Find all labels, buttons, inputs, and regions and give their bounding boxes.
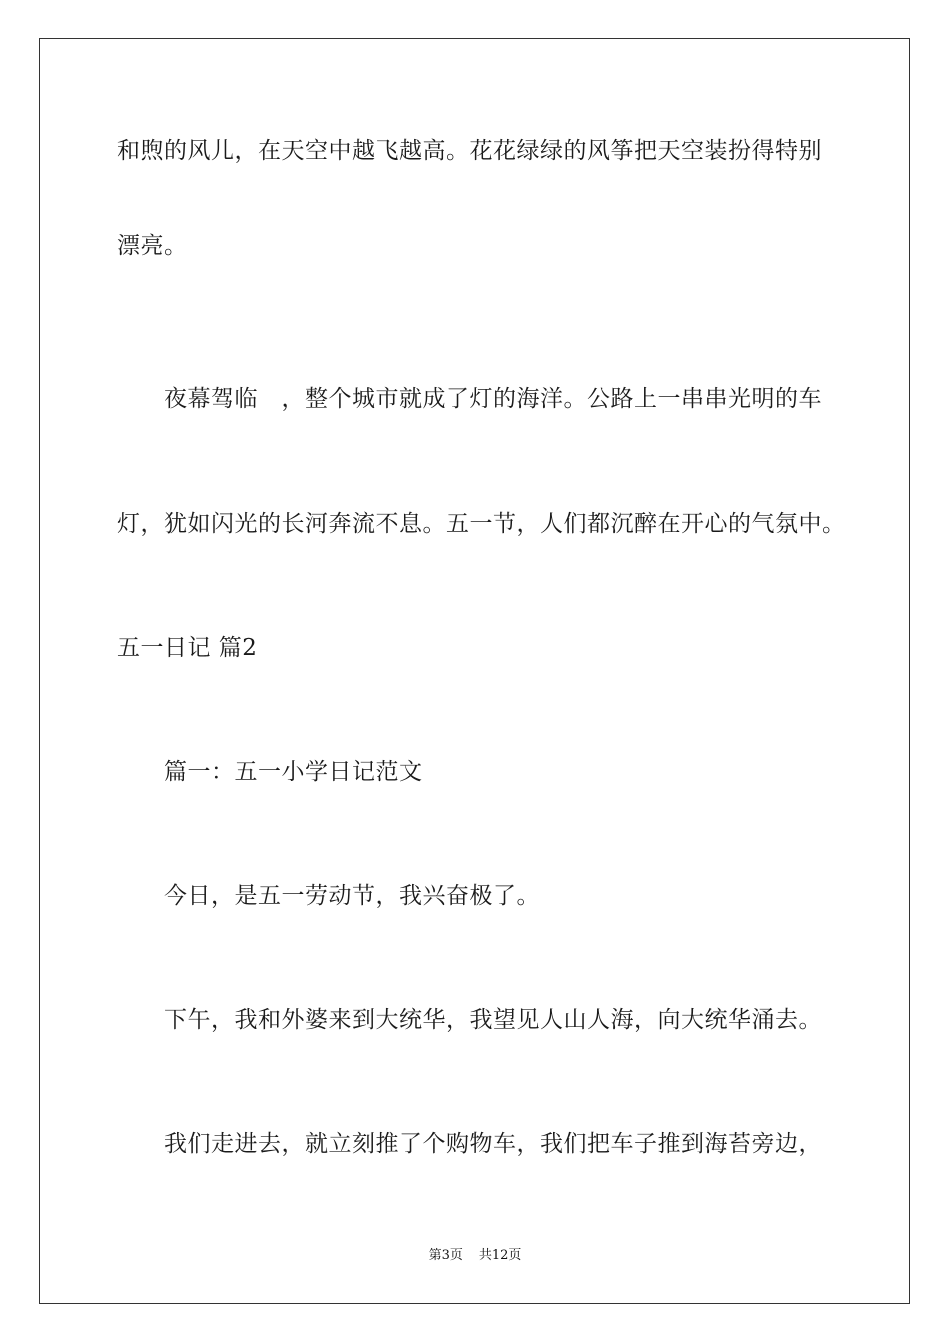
page-number: 第3页 [428, 1248, 463, 1263]
paragraph-line: 灯，犹如闪光的长河奔流不息。五一节，人们都沉醉在开心的气氛中。 [117, 511, 846, 537]
paragraph-line: 篇一：五一小学日记范文 [164, 759, 423, 785]
page-total: 共12页 [478, 1248, 522, 1263]
paragraph-line: 今日，是五一劳动节，我兴奋极了。 [164, 883, 540, 909]
page-frame [39, 38, 910, 1304]
paragraph-line: 夜幕驾临 ，整个城市就成了灯的海洋。公路上一串串光明的车 [164, 386, 822, 412]
paragraph-line: 和煦的风儿，在天空中越飞越高。花花绿绿的风筝把天空装扮得特别 [117, 138, 822, 164]
section-heading: 五一日记 篇2 [117, 635, 258, 661]
page-footer [0, 1247, 950, 1265]
paragraph-line: 下午，我和外婆来到大统华，我望见人山人海，向大统华涌去。 [164, 1007, 822, 1033]
paragraph-line: 漂亮。 [117, 233, 188, 259]
paragraph-line: 我们走进去，就立刻推了个购物车，我们把车子推到海苔旁边， [164, 1131, 822, 1157]
